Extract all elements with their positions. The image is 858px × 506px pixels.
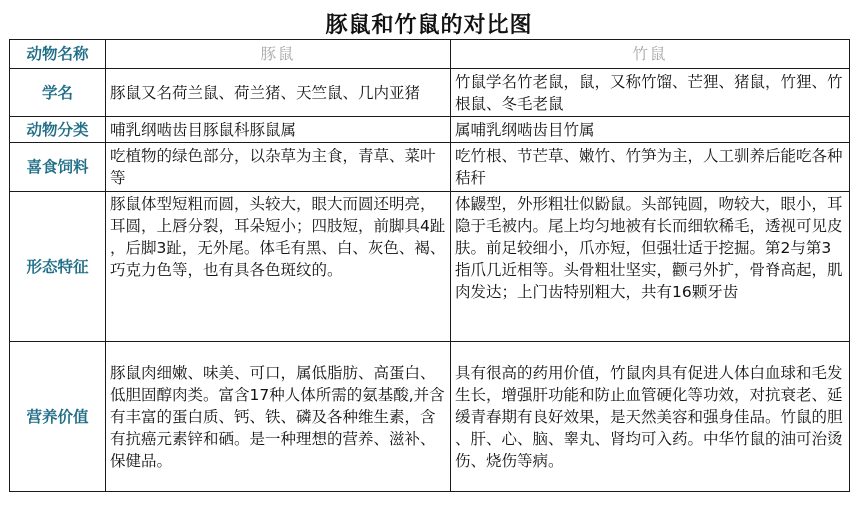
bamboo-rat-nutrition: 具有很高的药用价值，竹鼠肉具有促进人体白血球和毛发生长，增强肝功能和防止血管硬化等功效，对抗衰老、延缓青春期有良好效果，是天然美容和强身佳品。竹鼠的胆、肝、心、脑、睾丸、肾均可入药。中华竹鼠的油可治烫伤、烧伤等病。 <box>451 342 850 492</box>
bamboo-rat-morphology: 体鼹型，外形粗壮似鼢鼠。头部钝圆，吻较大，眼小，耳隐于毛被内。尾上均匀地被有长而细软稀毛，透视可见皮肤。前足较细小，爪亦短，但强壮适于挖掘。第2与第3指爪几近相等。头骨粗壮坚实，颧弓外扩，骨脊高起，肌肉发达；上门齿特别粗大，共有16颗牙齿 <box>451 192 850 342</box>
row-label-feed: 喜食饲料 <box>10 143 106 192</box>
header-guinea-pig: 豚鼠 <box>106 40 451 69</box>
header-label-cell: 动物名称 <box>10 40 106 69</box>
table-row <box>10 117 850 143</box>
guinea-pig-morphology: 豚鼠体型短粗而圆，头较大，眼大而圆还明亮，耳圆，上唇分裂，耳朵短小；四肢短，前脚具4趾，后脚3趾，无外尾。体毛有黑、白、灰色、褐、巧克力色等，也有具各色斑纹的。 <box>106 192 451 342</box>
guinea-pig-feed: 吃植物的绿色部分，以杂草为主食，青草、菜叶等 <box>106 143 451 192</box>
row-label-nutrition: 营养价值 <box>10 342 106 492</box>
table-row <box>10 342 850 492</box>
row-label-morphology: 形态特征 <box>10 192 106 342</box>
bamboo-rat-scientific-name: 竹鼠学名竹老鼠，鼠，又称竹馏、芒狸、猪鼠，竹狸、竹根鼠、冬毛老鼠 <box>451 69 850 117</box>
table-header-row <box>10 40 850 69</box>
header-bamboo-rat: 竹鼠 <box>451 40 850 69</box>
table-row <box>10 69 850 117</box>
table-row <box>10 143 850 192</box>
table-row <box>10 192 850 342</box>
guinea-pig-scientific-name: 豚鼠又名荷兰鼠、荷兰猪、天竺鼠、几内亚猪 <box>106 69 451 117</box>
guinea-pig-nutrition: 豚鼠肉细嫩、味美、可口，属低脂肪、高蛋白、低胆固醇肉类。富含17种人体所需的氨基酸,并含有丰富的蛋白质、钙、铁、磷及各种维生素，含有抗癌元素锌和硒。是一种理想的营养、滋补、保健品。 <box>106 342 451 492</box>
bamboo-rat-feed: 吃竹根、节芒草、嫩竹、竹笋为主，人工驯养后能吃各种秸秆 <box>451 143 850 192</box>
row-label-scientific-name: 学名 <box>10 69 106 117</box>
bamboo-rat-classification: 属哺乳纲啮齿目竹属 <box>451 117 850 143</box>
row-label-classification: 动物分类 <box>10 117 106 143</box>
comparison-table <box>9 39 850 492</box>
page-title: 豚鼠和竹鼠的对比图 <box>325 13 533 38</box>
guinea-pig-classification: 哺乳纲啮齿目豚鼠科豚鼠属 <box>106 117 451 143</box>
